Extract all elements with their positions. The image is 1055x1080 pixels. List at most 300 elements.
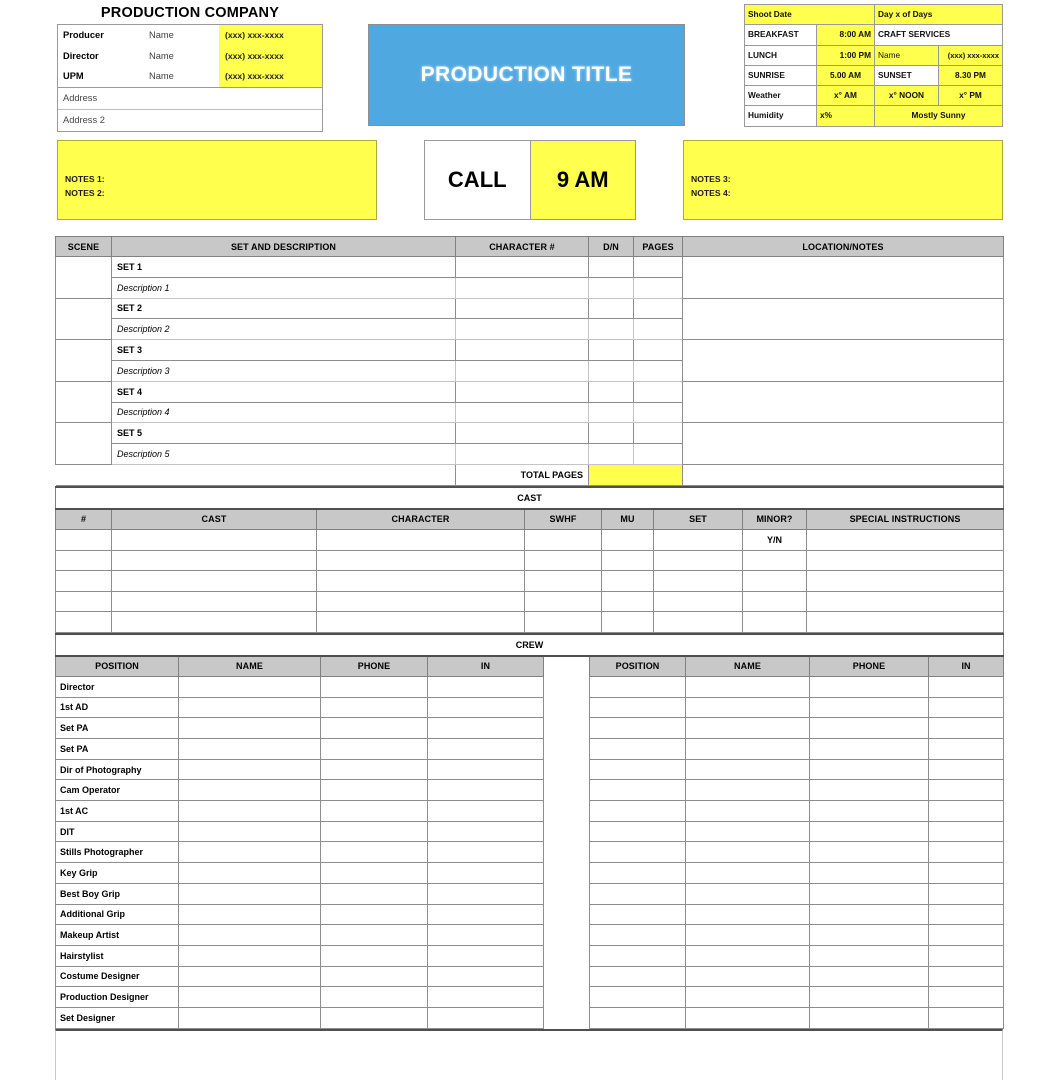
crew-column-gap [544,821,590,842]
cast-minor[interactable] [743,571,807,592]
scene-dn-cell[interactable] [589,381,634,402]
contact-row [58,25,322,46]
crew-position-left[interactable]: Hairstylist [56,945,179,966]
crew-in-left[interactable] [428,987,544,1008]
cast-mu[interactable] [602,612,654,633]
crew-in-right[interactable] [929,718,1004,739]
crew-in-right[interactable] [929,945,1004,966]
crew-position-left[interactable]: Production Designer [56,987,179,1008]
crew-name-left[interactable] [179,1007,321,1028]
crew-row [56,966,1004,987]
scene-dn-spacer [589,402,634,423]
crew-position-left[interactable]: Stills Photographer [56,842,179,863]
crew-phone-right[interactable] [810,780,929,801]
crew-name-left[interactable] [179,883,321,904]
scene-set-name[interactable]: SET 5 [112,423,456,444]
scene-description[interactable]: Description 1 [112,277,456,298]
crew-position-left[interactable]: Set Designer [56,1007,179,1028]
crew-phone-left[interactable] [321,1007,428,1028]
scene-dn-spacer [589,277,634,298]
cast-row [56,612,1004,633]
crew-in-right[interactable] [929,966,1004,987]
crew-name-left[interactable] [179,718,321,739]
crew-position-right[interactable] [590,697,686,718]
cast-band-title-row [56,487,1004,509]
crew-name-right[interactable] [686,801,810,822]
sunrise-time[interactable]: 5.00 AM [816,65,874,85]
production-company-block [57,6,323,132]
scene-table-header-row [56,237,1004,257]
contact-phone[interactable]: (xxx) xxx-xxxx [219,25,322,46]
notes-left-box[interactable] [57,140,377,220]
cast-swhf[interactable] [525,529,602,550]
scene-set-name[interactable]: SET 1 [112,257,456,278]
crew-name-left[interactable] [179,821,321,842]
crew-phone-right[interactable] [810,863,929,884]
scene-set-name[interactable]: SET 3 [112,340,456,361]
crew-position-right[interactable] [590,987,686,1008]
cast-character[interactable] [317,612,525,633]
cast-minor[interactable] [743,550,807,571]
craft-services-label: CRAFT SERVICES [874,25,1002,45]
crew-position-left[interactable]: Director [56,676,179,697]
scene-pages-cell[interactable] [634,381,683,402]
crew-position-left[interactable]: Additional Grip [56,904,179,925]
call-time-value[interactable]: 9 AM [531,141,636,219]
crew-phone-left[interactable] [321,780,428,801]
cast-minor[interactable] [743,591,807,612]
production-title-text: PRODUCTION TITLE [420,63,633,86]
crew-phone-right[interactable] [810,842,929,863]
scene-dn-cell[interactable] [589,298,634,319]
scene-description[interactable]: Description 3 [112,360,456,381]
crew-position-right[interactable] [590,739,686,760]
crew-column-gap [544,676,590,697]
scene-character-spacer [456,360,589,381]
crew-position-right[interactable] [590,676,686,697]
scene-dn-spacer [589,444,634,465]
crew-name-right[interactable] [686,925,810,946]
scene-location-cell[interactable] [683,381,1004,423]
crew-row [56,697,1004,718]
crew-position-left[interactable]: Set PA [56,718,179,739]
cast-set[interactable] [654,571,743,592]
cast-character[interactable] [317,571,525,592]
crew-in-left[interactable] [428,780,544,801]
crew-position-left[interactable]: Dir of Photography [56,759,179,780]
scene-pages-cell[interactable] [634,298,683,319]
crew-position-right[interactable] [590,842,686,863]
weather-noon[interactable]: x° NOON [874,86,938,106]
crew-in-left[interactable] [428,676,544,697]
crew-position-right[interactable] [590,966,686,987]
contact-name[interactable]: Name [149,30,174,41]
scene-pages-spacer [634,402,683,423]
cast-name[interactable] [112,550,317,571]
scene-character-cell[interactable] [456,381,589,402]
crew-phone-left[interactable] [321,904,428,925]
scene-pages-spacer [634,319,683,340]
cast-set[interactable] [654,591,743,612]
scene-character-spacer [456,444,589,465]
scene-number-cell[interactable] [56,340,112,382]
crew-phone-right[interactable] [810,718,929,739]
notes-right-box[interactable] [683,140,1003,220]
crew-phone-right[interactable] [810,987,929,1008]
note-line: NOTES 3: [691,174,731,184]
crew-position-right[interactable] [590,945,686,966]
col-header-name-left: NAME [179,656,321,677]
cast-set[interactable] [654,529,743,550]
crew-name-right[interactable] [686,780,810,801]
scene-number-cell[interactable] [56,381,112,423]
humidity-value[interactable]: x% [816,106,874,126]
contact-phone[interactable]: (xxx) xxx-xxxx [219,66,322,87]
col-header-swhf: SWHF [525,509,602,530]
cast-character[interactable] [317,591,525,612]
scene-pages-spacer [634,360,683,381]
weather-am[interactable]: x° AM [816,86,874,106]
crew-phone-left[interactable] [321,676,428,697]
crew-phone-left[interactable] [321,925,428,946]
scene-number-cell[interactable] [56,423,112,465]
crew-phone-right[interactable] [810,676,929,697]
crew-column-gap [544,987,590,1008]
crew-in-right[interactable] [929,821,1004,842]
scene-set-row [56,381,1004,402]
cast-instructions[interactable] [807,550,1004,571]
crew-phone-left[interactable] [321,739,428,760]
cast-number[interactable] [56,591,112,612]
crew-column-gap [544,966,590,987]
cast-set[interactable] [654,550,743,571]
cast-instructions[interactable] [807,612,1004,633]
crew-name-right[interactable] [686,1007,810,1028]
crew-in-left[interactable] [428,883,544,904]
scene-dn-spacer [589,319,634,340]
cast-number[interactable] [56,529,112,550]
crew-name-right[interactable] [686,904,810,925]
crew-position-left[interactable]: 1st AD [56,697,179,718]
crew-position-right[interactable] [590,718,686,739]
lunch-time[interactable]: 1:00 PM [816,45,874,65]
crew-in-right[interactable] [929,883,1004,904]
crew-name-left[interactable] [179,925,321,946]
weather-pm[interactable]: x° PM [938,86,1002,106]
crew-name-left[interactable] [179,945,321,966]
cast-swhf[interactable] [525,612,602,633]
crew-phone-right[interactable] [810,966,929,987]
scene-pages-spacer [634,277,683,298]
note-line: NOTES 2: [65,187,105,198]
crew-in-left[interactable] [428,801,544,822]
crew-in-right[interactable] [929,801,1004,822]
sunset-label: SUNSET [874,65,938,85]
scene-character-cell[interactable] [456,298,589,319]
crew-position-right[interactable] [590,759,686,780]
crew-row [56,945,1004,966]
crew-phone-left[interactable] [321,863,428,884]
scene-description[interactable]: Description 5 [112,444,456,465]
crew-position-left[interactable]: Key Grip [56,863,179,884]
crew-phone-right[interactable] [810,821,929,842]
cast-name[interactable] [112,571,317,592]
col-header-dn: D/N [589,237,634,257]
crew-in-right[interactable] [929,759,1004,780]
total-pages-row [56,464,1004,485]
scene-character-spacer [456,319,589,340]
scene-description[interactable]: Description 2 [112,319,456,340]
contact-name[interactable]: Name [149,50,174,61]
craft-services-name[interactable]: Name [874,45,938,65]
col-header-location-notes: LOCATION/NOTES [683,237,1004,257]
scene-character-cell[interactable] [456,340,589,361]
sunrise-label: SUNRISE [744,65,816,85]
crew-in-left[interactable] [428,945,544,966]
cast-swhf[interactable] [525,550,602,571]
breakfast-time[interactable]: 8:00 AM [816,25,874,45]
crew-name-right[interactable] [686,759,810,780]
note-line: NOTES 4: [691,187,731,198]
crew-name-right[interactable] [686,821,810,842]
crew-name-right[interactable] [686,718,810,739]
scene-pages-cell[interactable] [634,423,683,444]
crew-position-left[interactable]: Set PA [56,739,179,760]
shoot-date-label[interactable]: Shoot Date [744,5,874,25]
crew-name-right[interactable] [686,945,810,966]
crew-name-right[interactable] [686,676,810,697]
crew-position-left[interactable]: DIT [56,821,179,842]
crew-phone-left[interactable] [321,697,428,718]
crew-phone-right[interactable] [810,801,929,822]
crew-position-left[interactable]: 1st AC [56,801,179,822]
cast-row [56,591,1004,612]
crew-phone-left[interactable] [321,987,428,1008]
crew-name-left[interactable] [179,904,321,925]
crew-position-right[interactable] [590,821,686,842]
crew-position-left[interactable]: Best Boy Grip [56,883,179,904]
crew-phone-left[interactable] [321,718,428,739]
cast-minor[interactable] [743,612,807,633]
crew-name-right[interactable] [686,863,810,884]
contact-row [58,66,322,87]
col-header-phone-right: PHONE [810,656,929,677]
crew-in-left[interactable] [428,697,544,718]
weather-conditions[interactable]: Mostly Sunny [874,106,1002,126]
craft-services-phone[interactable]: (xxx) xxx-xxxx [938,45,1002,65]
cast-number[interactable] [56,612,112,633]
crew-in-right[interactable] [929,925,1004,946]
crew-position-left[interactable]: Cam Operator [56,780,179,801]
crew-phone-left[interactable] [321,821,428,842]
crew-in-right[interactable] [929,676,1004,697]
crew-phone-right[interactable] [810,697,929,718]
crew-row [56,718,1004,739]
cast-mu[interactable] [602,591,654,612]
humidity-row [744,106,1002,126]
scene-set-row [56,257,1004,278]
cast-name[interactable] [112,591,317,612]
crew-in-right[interactable] [929,904,1004,925]
crew-phone-left[interactable] [321,759,428,780]
crew-position-right[interactable] [590,780,686,801]
scene-location-cell[interactable] [683,257,1004,299]
lunch-row [744,45,1002,65]
crew-phone-left[interactable] [321,966,428,987]
crew-in-right[interactable] [929,987,1004,1008]
scene-dn-cell[interactable] [589,257,634,278]
crew-name-left[interactable] [179,697,321,718]
scene-character-cell[interactable] [456,423,589,444]
crew-name-right[interactable] [686,987,810,1008]
cast-set[interactable] [654,612,743,633]
crew-in-left[interactable] [428,1007,544,1028]
cast-instructions[interactable] [807,571,1004,592]
crew-in-left[interactable] [428,739,544,760]
cast-instructions[interactable] [807,529,1004,550]
col-header-position-left: POSITION [56,656,179,677]
sunset-time[interactable]: 8.30 PM [938,65,1002,85]
crew-in-right[interactable] [929,697,1004,718]
scene-character-cell[interactable] [456,257,589,278]
scene-pages-cell[interactable] [634,257,683,278]
crew-phone-right[interactable] [810,945,929,966]
crew-in-right[interactable] [929,1007,1004,1028]
crew-name-left[interactable] [179,780,321,801]
crew-phone-right[interactable] [810,904,929,925]
crew-position-right[interactable] [590,925,686,946]
crew-name-right[interactable] [686,966,810,987]
production-company-grid [57,24,323,132]
address-line-2[interactable]: Address 2 [58,109,322,131]
contact-phone[interactable]: (xxx) xxx-xxxx [219,46,322,67]
crew-row [56,759,1004,780]
crew-name-left[interactable] [179,676,321,697]
cast-name[interactable] [112,612,317,633]
crew-phone-right[interactable] [810,1007,929,1028]
col-header-cast: CAST [112,509,317,530]
crew-name-right[interactable] [686,697,810,718]
crew-position-right[interactable] [590,883,686,904]
crew-in-left[interactable] [428,842,544,863]
crew-name-left[interactable] [179,739,321,760]
scene-number-cell[interactable] [56,257,112,299]
crew-name-left[interactable] [179,987,321,1008]
crew-in-left[interactable] [428,925,544,946]
contact-role: Producer [63,30,104,41]
crew-in-right[interactable] [929,780,1004,801]
scene-set-row [56,298,1004,319]
cast-number[interactable] [56,571,112,592]
day-of-days[interactable]: Day x of Days [874,5,1002,25]
crew-name-left[interactable] [179,801,321,822]
crew-position-right[interactable] [590,1007,686,1028]
cast-row [56,571,1004,592]
crew-position-right[interactable] [590,863,686,884]
crew-phone-right[interactable] [810,925,929,946]
contact-name[interactable]: Name [149,71,174,82]
scene-pages-cell[interactable] [634,340,683,361]
scene-location-cell[interactable] [683,298,1004,340]
address-line-1[interactable]: Address [58,87,322,109]
crew-phone-left[interactable] [321,842,428,863]
crew-column-gap [544,925,590,946]
crew-in-left[interactable] [428,863,544,884]
scene-location-cell[interactable] [683,340,1004,382]
cast-swhf[interactable] [525,571,602,592]
cast-character[interactable] [317,550,525,571]
scene-dn-cell[interactable] [589,340,634,361]
crew-name-right[interactable] [686,883,810,904]
crew-phone-left[interactable] [321,945,428,966]
crew-position-left[interactable]: Makeup Artist [56,925,179,946]
crew-in-right[interactable] [929,739,1004,760]
crew-in-left[interactable] [428,718,544,739]
scene-location-cell[interactable] [683,423,1004,465]
crew-name-left[interactable] [179,863,321,884]
crew-in-right[interactable] [929,842,1004,863]
scene-dn-cell[interactable] [589,423,634,444]
crew-phone-left[interactable] [321,883,428,904]
crew-phone-left[interactable] [321,801,428,822]
col-header-in-left: IN [428,656,544,677]
cast-number[interactable] [56,550,112,571]
breakfast-row [744,25,1002,45]
total-pages-spacer-1 [56,464,112,485]
scene-set-name[interactable]: SET 4 [112,381,456,402]
crew-in-left[interactable] [428,759,544,780]
cast-header-row [56,509,1004,530]
crew-row [56,925,1004,946]
scene-set-name[interactable]: SET 2 [112,298,456,319]
cast-minor[interactable]: Y/N [743,529,807,550]
cast-name[interactable] [112,529,317,550]
crew-name-left[interactable] [179,966,321,987]
col-header-character: CHARACTER # [456,237,589,257]
footer-notes-box[interactable] [55,1029,1003,1080]
crew-column-gap [544,718,590,739]
scene-number-cell[interactable] [56,298,112,340]
crew-name-left[interactable] [179,759,321,780]
crew-phone-right[interactable] [810,759,929,780]
cast-swhf[interactable] [525,591,602,612]
col-header-phone-left: PHONE [321,656,428,677]
cast-mu[interactable] [602,550,654,571]
crew-position-right[interactable] [590,801,686,822]
cast-character[interactable] [317,529,525,550]
crew-column-gap [544,883,590,904]
header-band [55,0,1003,132]
crew-position-right[interactable] [590,904,686,925]
crew-position-left[interactable]: Costume Designer [56,966,179,987]
crew-in-left[interactable] [428,904,544,925]
crew-phone-right[interactable] [810,883,929,904]
crew-name-left[interactable] [179,842,321,863]
cast-instructions[interactable] [807,591,1004,612]
cast-mu[interactable] [602,571,654,592]
crew-column-gap [544,842,590,863]
scene-description[interactable]: Description 4 [112,402,456,423]
crew-in-left[interactable] [428,821,544,842]
scene-character-spacer [456,402,589,423]
crew-name-right[interactable] [686,842,810,863]
cast-mu[interactable] [602,529,654,550]
total-pages-value[interactable] [589,464,683,485]
crew-in-right[interactable] [929,863,1004,884]
crew-name-right[interactable] [686,739,810,760]
crew-phone-right[interactable] [810,739,929,760]
crew-in-left[interactable] [428,966,544,987]
